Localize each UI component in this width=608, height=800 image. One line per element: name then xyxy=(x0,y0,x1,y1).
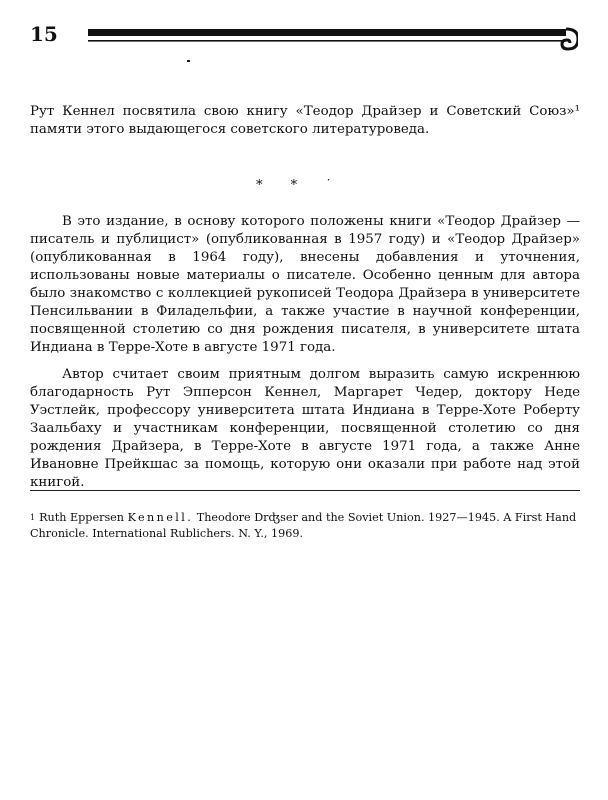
section-break-asterism: * * ˙ xyxy=(256,178,344,193)
footnote-author-family: Kennell. xyxy=(127,511,194,524)
footnote-citation: Theodore Drʤser and the Soviet Union. 1927—1945. A First Hand Chronicle. International Rublichers. N. Y., 1969. xyxy=(30,511,577,540)
header-rule-thick-bar xyxy=(88,29,566,36)
footnote-marker: 1 xyxy=(30,513,36,522)
footnote-separator xyxy=(30,490,580,491)
main-paragraph: В это издание, в основу которого положены книги «Теодор Драйзер — писатель и публицист» (опубликованная в 1957 году) и «Теодор Драйзер» (опубликованная в 1964 году), внесены добавления и уточнения, использованы новые материалы о писателе. Особенно ценным для автора было знакомство с коллекцией рукописей Теодора Драйзера в университете Пенсильвании в Филадельфии, а также участие в научной конференции, посвященной столетию со дня рождения писателя, в университете штата Индиана в Терре-Хоте в августе 1971 года. xyxy=(30,214,580,355)
page-number: 15 xyxy=(30,22,58,46)
header-rule-thin-line xyxy=(88,40,566,42)
intro-paragraph: Рут Кеннел посвятила свою книгу «Теодор Драйзер и Советский Союз»¹ памяти этого выдающегося советского литературоведа. xyxy=(30,104,580,137)
footnote xyxy=(30,510,590,542)
stray-ink-mark xyxy=(187,60,190,62)
acknowledgment-paragraph: Автор считает своим приятным долгом выразить самую искреннюю благодарность Рут Эпперсон Кеннел, Маргарет Чедер, доктору Неде Уэстлейк, профессору университета штата Индиана в Терре-Хоте Роберту Заальбаху и участникам конференции, посвященной столетию со дня рождения Драйзера, в Терре-Хоте в августе 1971 года, а также Анне Ивановне Прейкшас за помощь, которую они оказали при работе над этой книгой. xyxy=(30,367,580,490)
header-decorative-rule xyxy=(88,25,578,51)
footnote-author-given: Ruth Eppersen xyxy=(39,511,125,524)
